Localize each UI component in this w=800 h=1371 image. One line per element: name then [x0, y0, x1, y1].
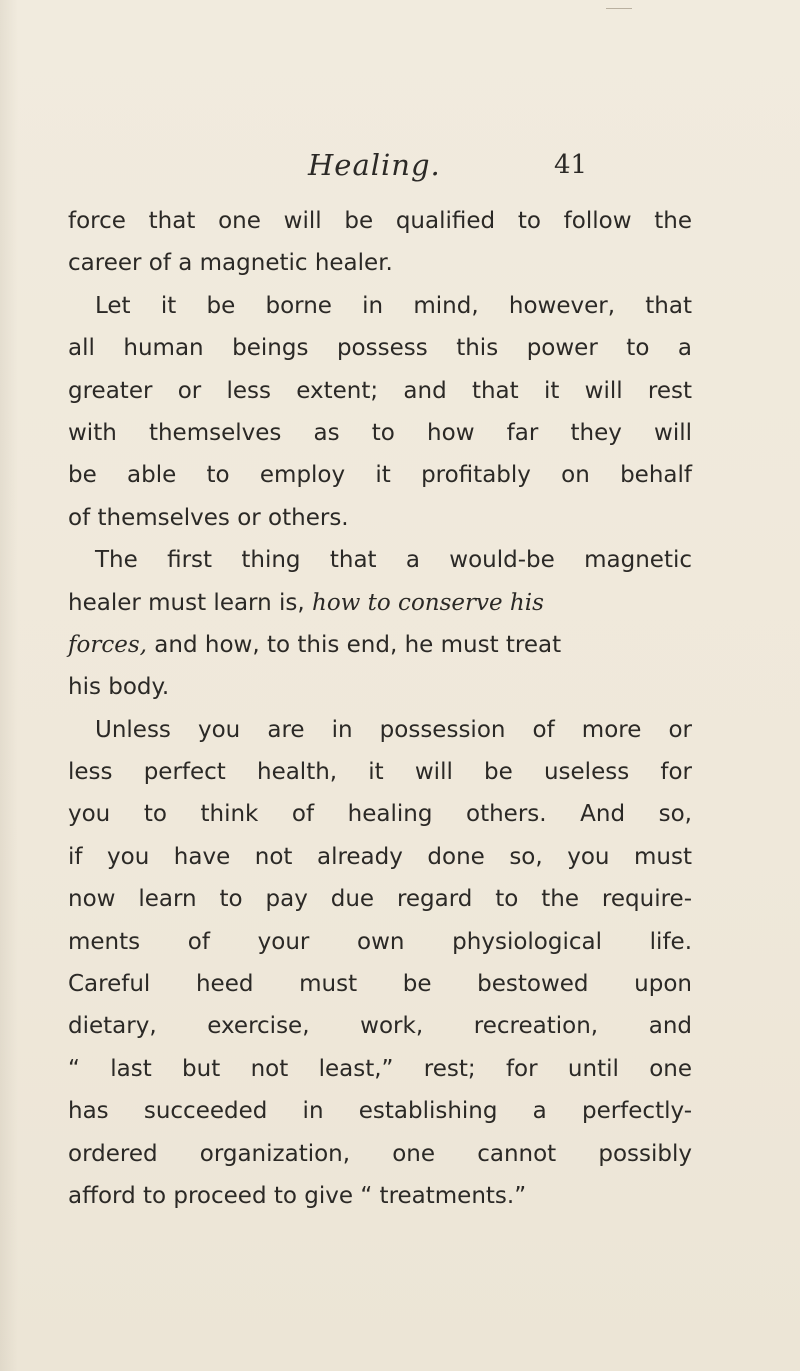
text-line: afford to proceed to give “ treatments.” [68, 1182, 527, 1209]
page-header [0, 148, 800, 192]
text-line: of themselves or others. [68, 504, 349, 531]
text-line: Careful heed must be bestowed upon [68, 971, 692, 998]
text-line [68, 582, 692, 624]
text-line: Unless you are in possession of more or [95, 716, 692, 743]
text-line: greater or less extent; and that it will rest [68, 377, 692, 404]
text-line: “ last but not least,” rest; for until one [68, 1055, 692, 1082]
text-segment: and how, to this end, he must treat [154, 631, 562, 658]
text-line: The first thing that a would-be magnetic [95, 547, 692, 574]
text-line: dietary, exercise, work, recreation, and [68, 1013, 692, 1040]
page-smudge-mark [606, 8, 632, 9]
text-line: if you have not already done so, you must [68, 843, 692, 870]
text-line: less perfect health, it will be useless for [68, 759, 692, 786]
running-title: Healing. [308, 148, 441, 182]
text-line: Let it be borne in mind, however, that [95, 292, 692, 319]
emphasis-text: how to conserve his [312, 589, 544, 616]
text-line [68, 624, 692, 666]
text-line: you to think of healing others. And so, [68, 801, 692, 828]
page-number: 41 [554, 150, 588, 180]
text-line: his body. [68, 674, 170, 701]
text-line: has succeeded in establishing a perfectly- [68, 1098, 692, 1125]
text-line: now learn to pay due regard to the require- [68, 886, 692, 913]
text-segment: healer must learn is, [68, 589, 305, 616]
emphasis-text: forces, [68, 631, 147, 658]
text-line: career of a magnetic healer. [68, 250, 393, 277]
text-line: ordered organization, one cannot possibly [68, 1140, 692, 1167]
text-line: ments of your own physiological life. [68, 928, 692, 955]
text-line: be able to employ it profitably on behalf [68, 462, 692, 489]
text-line: with themselves as to how far they will [68, 419, 692, 446]
body-text [68, 200, 692, 1217]
text-line: force that one will be qualified to follow the [68, 208, 692, 234]
text-line: all human beings possess this power to a [68, 335, 692, 362]
